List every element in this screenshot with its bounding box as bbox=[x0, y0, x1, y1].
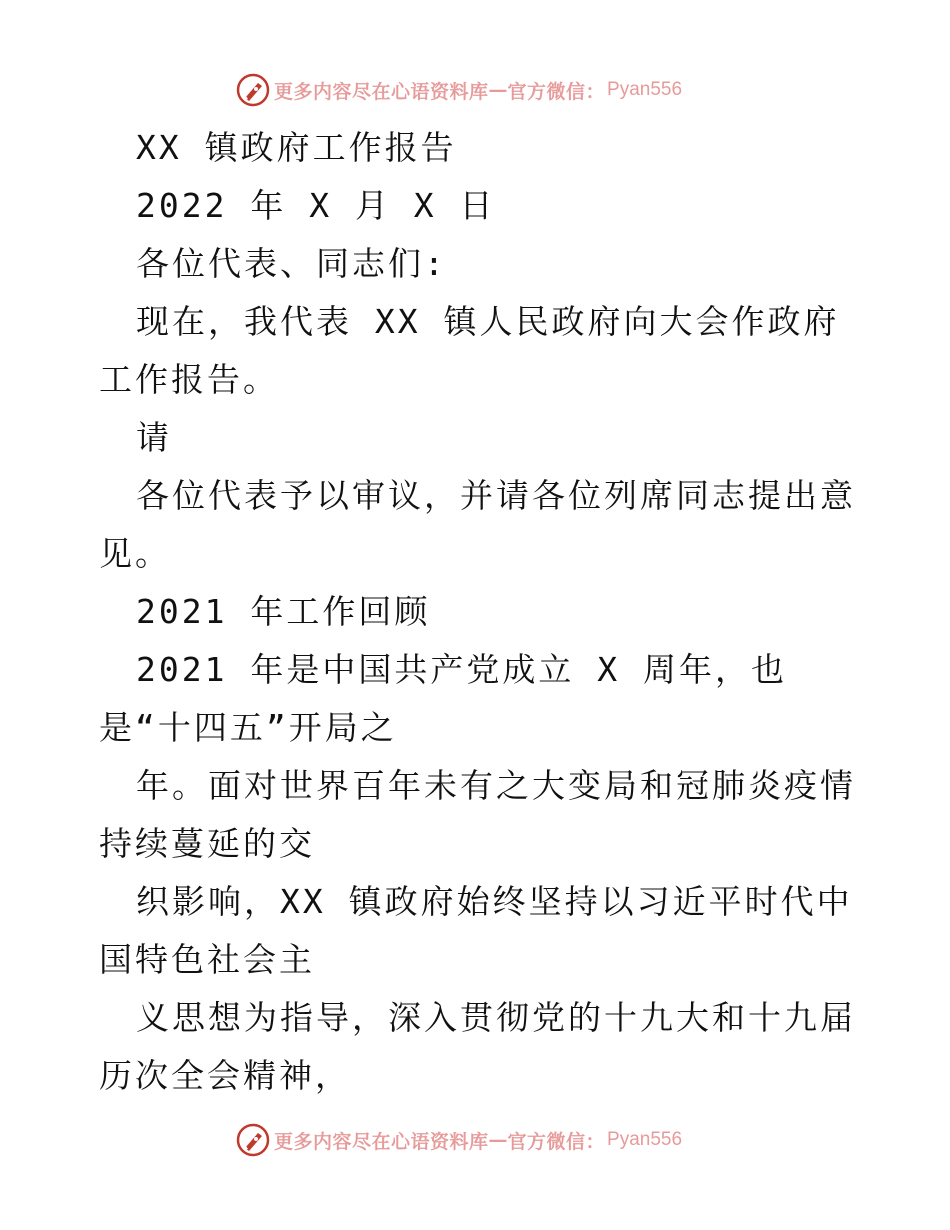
banner-separator: — bbox=[488, 79, 508, 101]
banner-official-label: 官方微信： bbox=[507, 80, 606, 103]
document-body bbox=[99, 119, 859, 1105]
document-date: 2022 年 X 月 X 日 bbox=[136, 186, 496, 225]
pen-logo-icon bbox=[236, 1123, 270, 1157]
banner-separator: — bbox=[488, 1129, 508, 1151]
banner-wechat-id: Pyan556 bbox=[607, 1129, 683, 1150]
section-heading: 2021 年工作回顾 bbox=[136, 592, 431, 631]
banner-wechat-id: Pyan556 bbox=[607, 79, 683, 100]
body-paragraph: 义思想为指导，深入贯彻党的十九大和十九届历次全会精神， bbox=[99, 998, 856, 1095]
body-paragraph: 请 bbox=[136, 418, 172, 457]
footer-banner bbox=[236, 1123, 682, 1157]
body-paragraph: 现在，我代表 XX 镇人民政府向大会作政府工作报告。 bbox=[99, 302, 840, 399]
body-paragraph: 织影响，XX 镇政府始终坚持以习近平时代中国特色社会主 bbox=[99, 882, 853, 979]
pen-logo-icon bbox=[236, 73, 270, 107]
banner-text: 更多内容尽在心语资料库 bbox=[274, 80, 489, 103]
header-banner bbox=[236, 73, 682, 107]
banner-text: 更多内容尽在心语资料库 bbox=[274, 1130, 489, 1153]
banner-official-label: 官方微信： bbox=[507, 1130, 606, 1153]
salutation: 各位代表、同志们: bbox=[136, 244, 447, 283]
body-paragraph: 2021 年是中国共产党成立 X 周年，也是“十四五”开局之 bbox=[99, 650, 787, 747]
body-paragraph: 年。面对世界百年未有之大变局和冠肺炎疫情持续蔓延的交 bbox=[99, 766, 856, 863]
body-paragraph: 各位代表予以审议，并请各位列席同志提出意见。 bbox=[99, 476, 856, 573]
document-title: XX 镇政府工作报告 bbox=[136, 128, 457, 167]
